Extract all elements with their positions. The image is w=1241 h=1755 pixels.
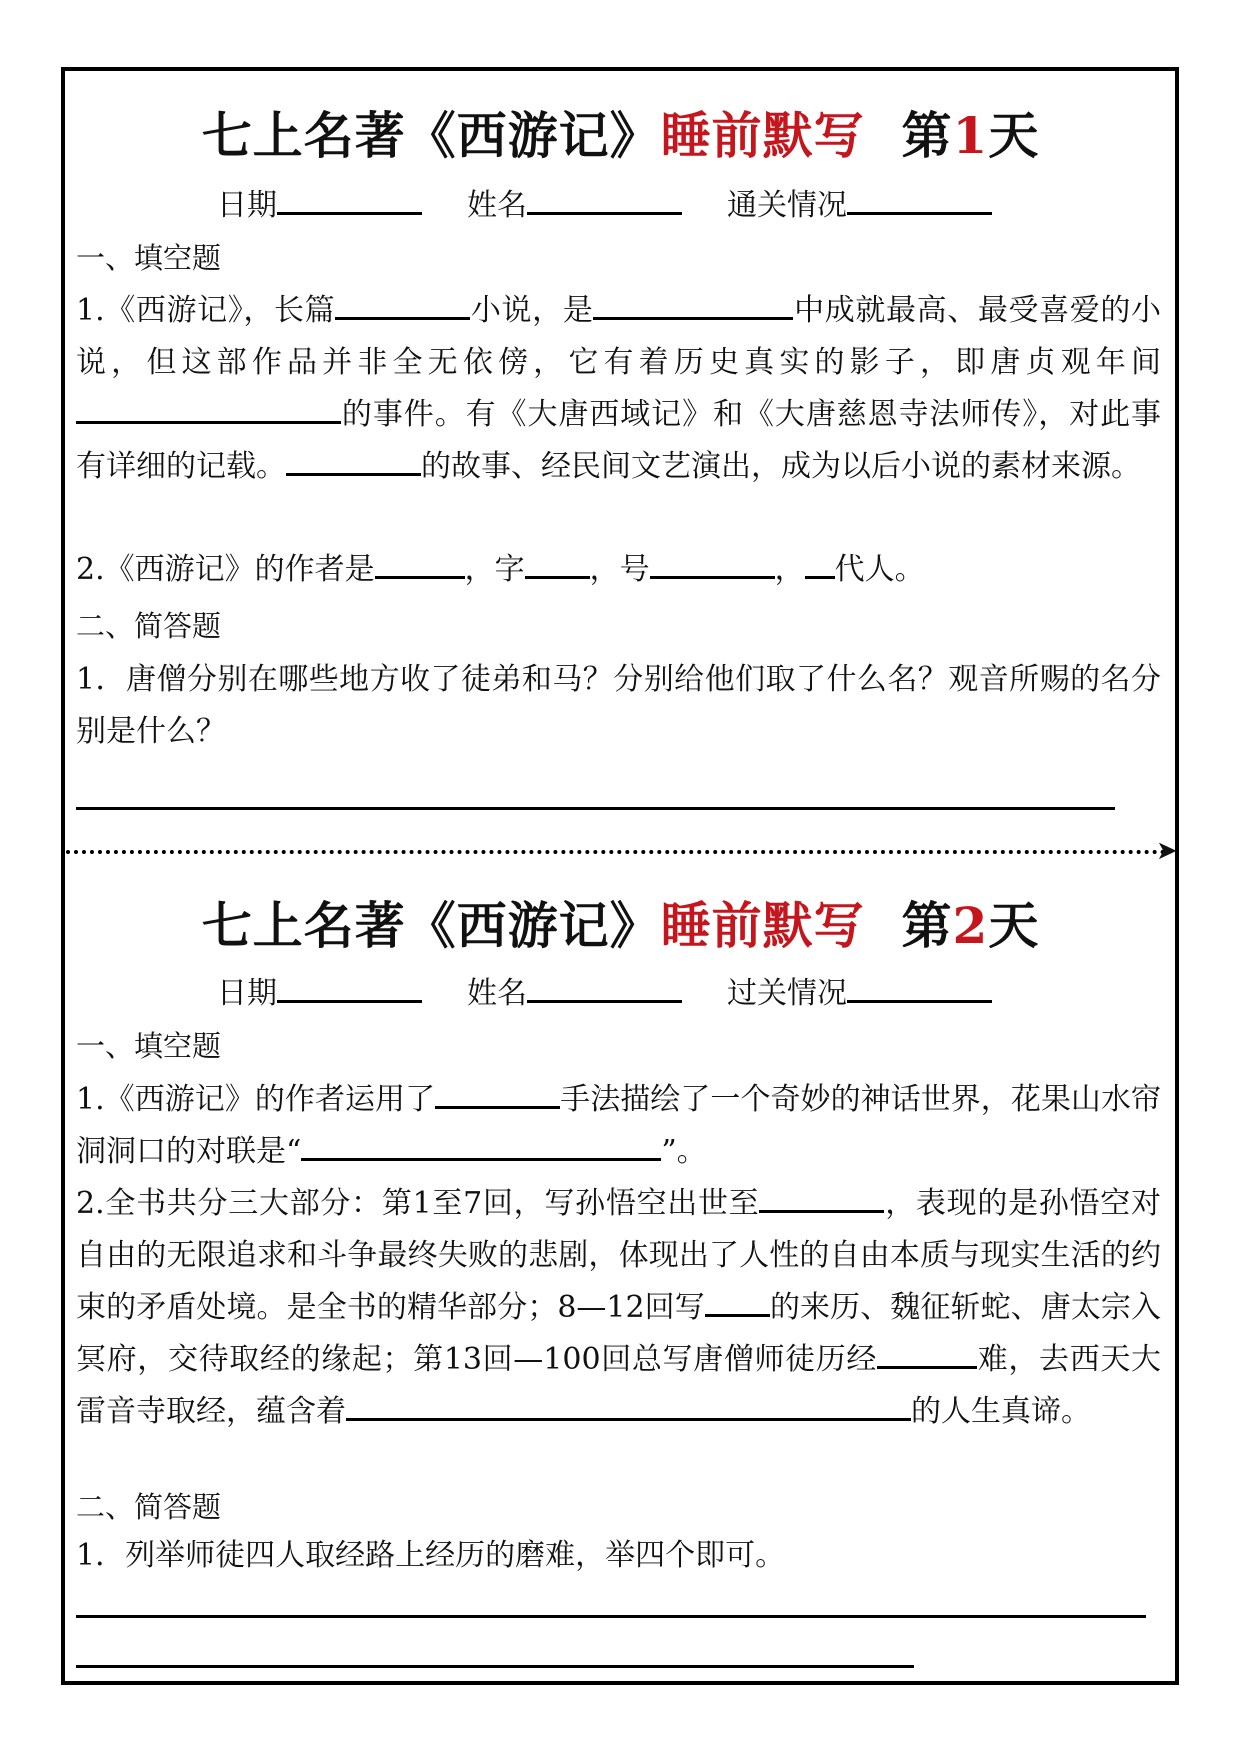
day2-q1-text-1: 1.《西游记》的作者运用了: [76, 1082, 436, 1117]
day2-date-label: 日期: [217, 976, 277, 1011]
day1-q1-text-2: 小说，是: [470, 293, 594, 328]
day2-q2-blank-2[interactable]: [705, 1287, 770, 1317]
day1-q2-blank-author[interactable]: [375, 549, 465, 579]
day2-status-label: 过关情况: [727, 976, 847, 1011]
day2-question-2: [76, 1178, 1161, 1438]
day1-q2-text-1: 2.《西游记》的作者是: [76, 552, 375, 587]
day1-q1-text-1: 1.《西游记》，长篇: [76, 293, 336, 328]
day1-status-label: 通关情况: [727, 188, 847, 223]
day1-title-main: 七上名著《西游记》: [201, 106, 661, 165]
day2-title-red: 睡前默写: [660, 896, 865, 955]
dotted-divider: [66, 850, 1166, 854]
day2-q2-text-4: 难，去西天大雷音寺取经，蕴含着: [76, 1342, 1162, 1429]
day2-answer-line-2[interactable]: [76, 1665, 914, 1668]
day1-answer-line[interactable]: [76, 807, 1115, 810]
day2-section-fill: 一、填空题: [76, 1029, 222, 1063]
day1-date-label: 日期: [217, 188, 277, 223]
day2-answer-line-1[interactable]: [76, 1615, 1146, 1618]
day2-q2-blank-5[interactable]: [646, 1391, 911, 1421]
day2-q1-text-2: 手法描绘了一个奇妙的神话世界，花果山水帘洞洞口的对联是“: [76, 1082, 1161, 1169]
day2-name-field: [467, 968, 682, 1012]
day1-section-fill: 一、填空题: [76, 241, 222, 275]
day1-date-field: [217, 180, 422, 224]
day2-title: [0, 886, 1241, 958]
day1-q1-text-3: 中成就最高、最受喜爱的小说，但这部作品并非全无依傍，它有着历史真实的影子，即唐贞观年间: [76, 293, 1162, 380]
day1-q1-blank-2[interactable]: [593, 290, 793, 320]
day2-title-num: 2: [952, 896, 989, 955]
day1-name-field: [467, 180, 682, 224]
day2-q2-blank-3[interactable]: [877, 1339, 977, 1369]
day2-q2-text-3: 的来历、魏征斩蛇、唐太宗入冥府，交待取经的缘起；第13回—100回总写唐僧师徒历经: [76, 1290, 1162, 1377]
day1-short-question-1: 1．唐僧分别在哪些地方收了徒弟和马？分别给他们取了什么名？观音所赐的名分别是什么？: [76, 662, 1161, 749]
day2-status-field: [727, 968, 992, 1012]
day1-question-1: [76, 285, 1161, 493]
day2-short-question-1: 1．列举师徒四人取经路上经历的磨难，举四个即可。: [76, 1538, 786, 1573]
day2-q1-blank-1[interactable]: [435, 1079, 560, 1109]
day1-q1-blank-1[interactable]: [335, 290, 470, 320]
day2-name-blank[interactable]: [527, 973, 682, 1003]
day1-name-label: 姓名: [467, 188, 527, 223]
day1-status-field: [727, 180, 992, 224]
day1-q2-text-4: ，: [774, 552, 805, 587]
day1-status-blank[interactable]: [847, 185, 992, 215]
day1-q1-text-4: 的事件。有《大唐西域记》和《大唐慈恩寺法师传》，对此事有详细的记载。: [76, 397, 1161, 484]
day1-q2-blank-dynasty[interactable]: [805, 549, 835, 579]
day1-q1-blank-4[interactable]: [286, 446, 421, 476]
day2-q2-text-1: 2.全书共分三大部分：第1至7回，写孙悟空出世至: [76, 1186, 760, 1221]
day2-date-blank[interactable]: [277, 973, 422, 1003]
day2-q2-blank-4[interactable]: [346, 1391, 646, 1421]
day2-q1-blank-couplet[interactable]: [301, 1131, 661, 1161]
day2-q2-text-5: 的人生真谛。: [911, 1394, 1091, 1429]
day1-title-num: 1: [952, 106, 989, 165]
day1-q2-blank-zi[interactable]: [525, 549, 590, 579]
day1-q2-text-2: ，字: [464, 552, 525, 587]
day2-status-blank[interactable]: [847, 973, 992, 1003]
day1-name-blank[interactable]: [527, 185, 682, 215]
day1-q2-blank-hao[interactable]: [650, 549, 775, 579]
day1-question-2: [76, 544, 925, 596]
day2-date-field: [217, 968, 422, 1012]
day2-q2-text-2: ，表现的是孙悟空对自由的无限追求和斗争最终失败的悲剧，体现出了人性的自由本质与现实生活的约束的矛盾处境。是全书的精华部分；8—12回写: [76, 1186, 1162, 1325]
arrow-right-icon: ➤: [1156, 836, 1178, 866]
day2-title-di: 第: [901, 896, 953, 955]
day2-question-1: [76, 1074, 1161, 1178]
day1-title: [0, 96, 1241, 168]
day2-q1-text-3: ”。: [661, 1134, 707, 1169]
day2-title-main: 七上名著《西游记》: [201, 896, 661, 955]
day1-title-tian: 天: [988, 106, 1040, 165]
day1-title-di: 第: [901, 106, 953, 165]
day1-title-red: 睡前默写: [660, 106, 865, 165]
day1-q1-blank-3[interactable]: [76, 394, 341, 424]
day1-q2-text-5: 代人。: [834, 552, 925, 587]
day2-section-short: 二、简答题: [76, 1490, 222, 1524]
day2-q2-blank-1[interactable]: [759, 1183, 884, 1213]
day1-date-blank[interactable]: [277, 185, 422, 215]
day2-title-tian: 天: [988, 896, 1040, 955]
day1-section-short: 二、简答题: [76, 609, 222, 643]
day2-name-label: 姓名: [467, 976, 527, 1011]
day1-q2-text-3: ，号: [589, 552, 650, 587]
day1-q1-text-5: 的故事、经民间文艺演出，成为以后小说的素材来源。: [421, 449, 1141, 484]
